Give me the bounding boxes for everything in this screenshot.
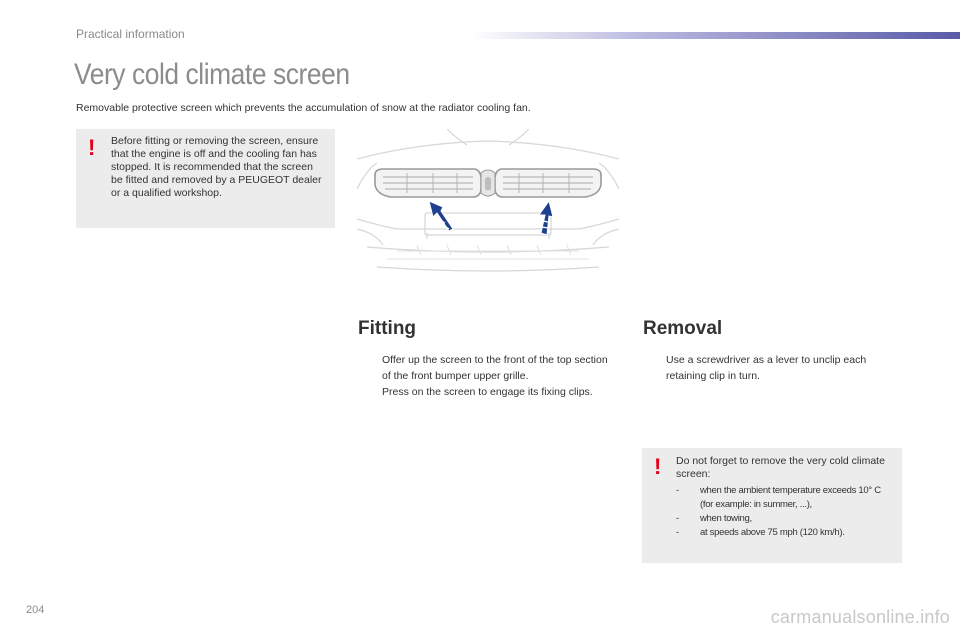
page-title: Very cold climate screen	[74, 58, 350, 91]
lion-logo-icon	[481, 170, 495, 196]
section-header: Practical information	[76, 27, 185, 41]
grille-screen-right	[495, 169, 601, 197]
fitting-step: Press on the screen to engage its fixing clips.	[382, 386, 593, 398]
list-item: - when the ambient temperature exceeds 10° C (for example: in summer, ...),	[676, 485, 881, 510]
removal-heading: Removal	[643, 318, 723, 339]
warning-list	[676, 484, 894, 540]
watermark: carmanualsonline.info	[770, 607, 950, 627]
grille-screen-left	[375, 169, 481, 197]
warning-box-engine-off	[76, 129, 335, 228]
page-number: 204	[26, 604, 45, 616]
list-item: - at speeds above 75 mph (120 km/h).	[676, 527, 845, 538]
warning-icon: !	[88, 135, 96, 160]
fitting-steps	[364, 352, 614, 400]
removal-step: Use a screwdriver as a lever to unclip each retaining clip in turn.	[666, 354, 867, 382]
warning-box-remove-screen	[642, 448, 902, 563]
fitting-heading: Fitting	[358, 318, 417, 339]
removal-steps	[648, 352, 906, 384]
warning-icon: !	[654, 454, 662, 479]
intro-text: Removable protective screen which prevents the accumulation of snow at the radiator cooling fan.	[76, 102, 531, 114]
fitting-step: Offer up the screen to the front of the top section of the front bumper upper grille.	[382, 354, 608, 382]
warning-text: Before fitting or removing the screen, ensure that the engine is off and the cooling fan has stopped. It is recommended that the screen be fitted and removed by a PEUGEOT dealer or a qualified workshop.	[111, 135, 322, 199]
header-bar	[470, 32, 960, 39]
list-item: - when towing,	[676, 513, 752, 524]
warning-text: Do not forget to remove the very cold climate screen:	[676, 455, 885, 480]
grille-illustration	[357, 129, 619, 285]
